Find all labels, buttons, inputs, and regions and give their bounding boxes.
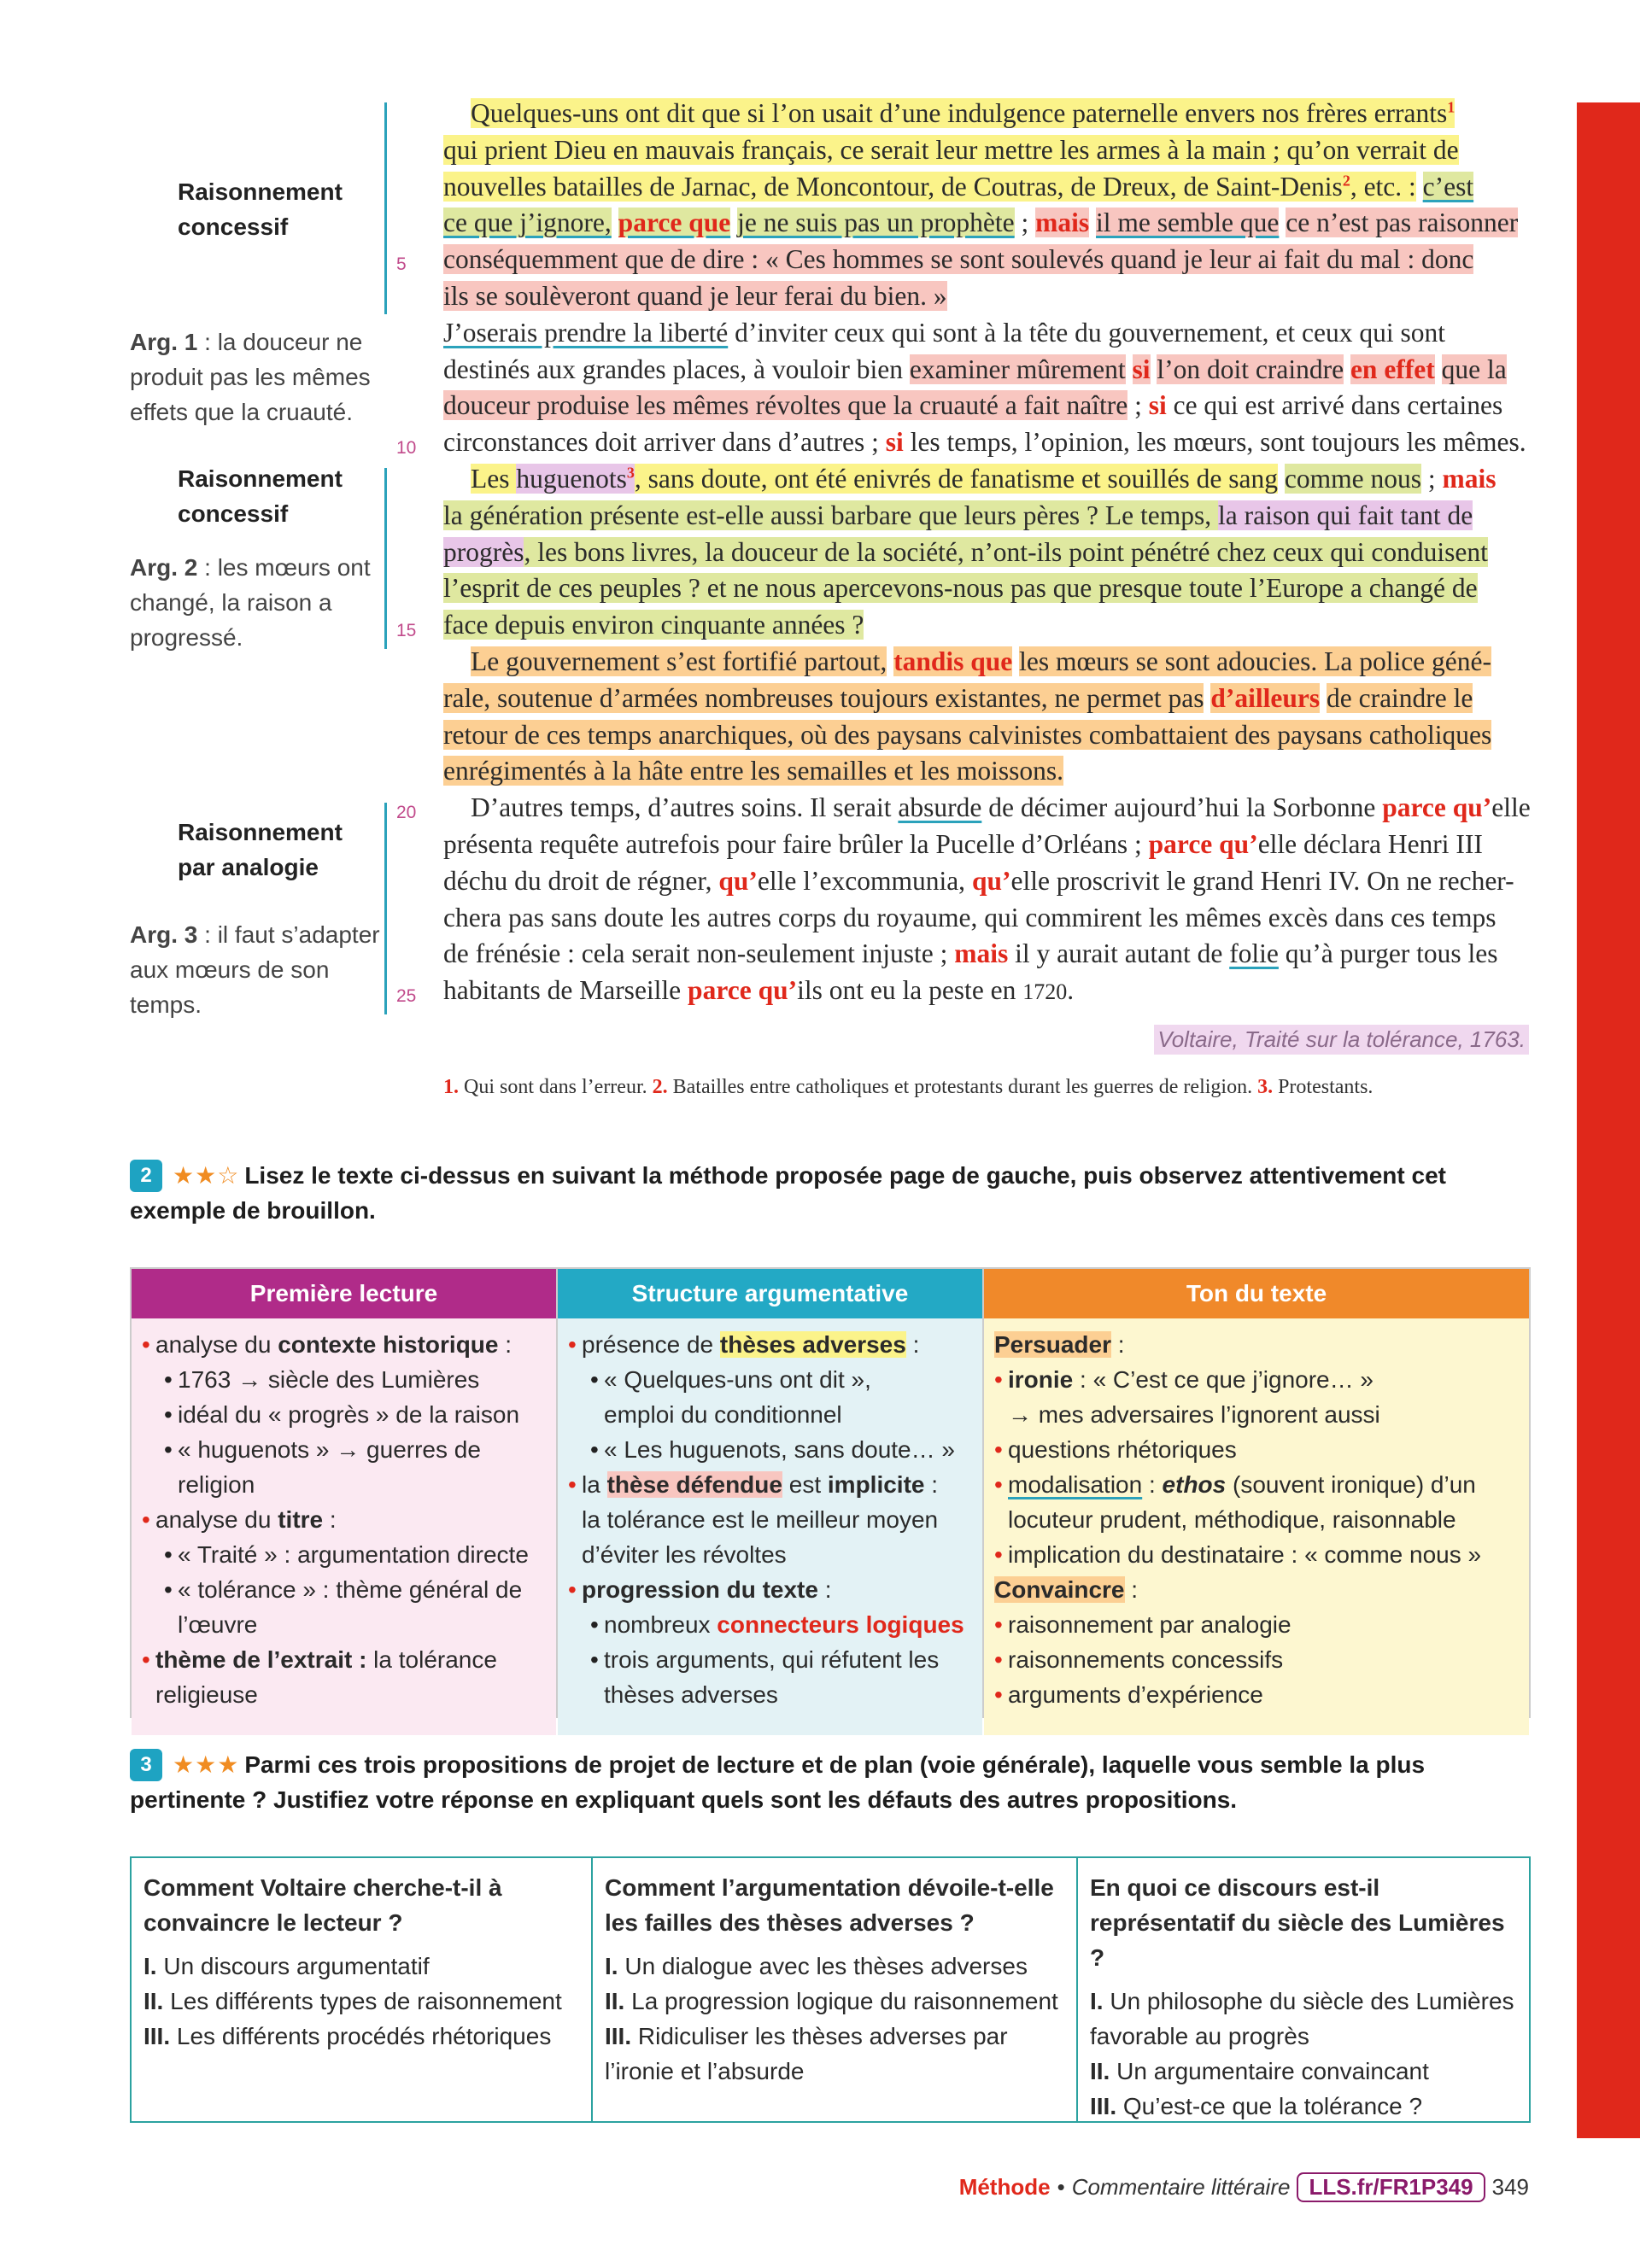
exercise-number-badge: 3 — [130, 1749, 162, 1781]
arg-label: Arg. 3 — [130, 921, 198, 948]
text-line: chera pas sans doute les autres corps du royaume, qui commirent les mêmes excès dans ces temps — [443, 902, 1496, 932]
column-header: Ton du texte — [984, 1269, 1529, 1318]
line-number: 5 — [396, 254, 407, 274]
difficulty-stars-icon: ★★★ — [173, 1751, 240, 1778]
text-line: nouvelles batailles de Jarnac, de Moncontour, de Coutras, de Dreux, de Saint-Denis$^2$, etc. : c’est — [443, 171, 1474, 202]
text-line: face depuis environ cinquante années ? — [443, 610, 864, 640]
arg-label: Arg. 1 — [130, 329, 198, 355]
line-number: 15 — [396, 621, 417, 640]
footer-method: Méthode — [958, 2174, 1051, 2200]
column-ton-du-texte: Ton du texte Persuader : • ironie : « C’est ce que j’ignore… » → mes adversaires l’ignorent aussi • questions rhétoriques • modalisation : ethos (souvent ironique) d’un locuteur prudent, méthodique, raisonnable • implication du destinataire : « comme nous » Convaincre : • raisonnement par analogie • raisonnements concessifs • arguments d’expérience — [982, 1269, 1529, 1716]
difficulty-stars-icon: ★★☆ — [173, 1162, 240, 1189]
column-header: Structure argumentative — [558, 1269, 982, 1318]
arg-label: Arg. 2 — [130, 554, 198, 581]
plan-proposal-1: Comment Voltaire cherche-t-il à convaincre le lecteur ? I. Un discours argumentatif II. Les différents types de raisonnement III. Les différents procédés rhétoriques — [144, 1874, 562, 2049]
footnotes: 1. Qui sont dans l’erreur. 2. Batailles entre catholiques et protestants durant les guerres de religion. 3. Protestants. — [443, 1076, 1374, 1098]
voltaire-text — [443, 96, 1533, 1009]
reading-plans-table — [130, 1856, 1531, 2123]
resource-link[interactable]: LLS.fr/FR1P349 — [1297, 2172, 1485, 2202]
exercise-2-instruction: 2 ★★☆ Lisez le texte ci-dessus en suivant la méthode proposée page de gauche, puis observez attentivement cet exemple de brouillon. — [130, 1158, 1531, 1228]
text-line: J’oserais prendre la liberté d’inviter ceux qui sont à la tête du gouvernement, et ceux qui sont — [443, 317, 1445, 348]
text-line: progrès, les bons livres, la douceur de la société, n’ont-ils point pénétré chez ceux qui conduisent — [443, 536, 1488, 567]
annotation-title-3: Raisonnement par analogie — [178, 819, 343, 880]
plan-proposal-3: En quoi ce discours est-il représentatif du siècle des Lumières ? I. Un philosophe du siècle des Lumières favorable au progrès II. Un argumentaire convaincant III. Qu’est-ce que la tolérance ? — [1076, 1858, 1529, 2121]
text-line: enrégimentés à la hâte entre les semailles et les moissons. — [443, 756, 1064, 786]
column-header: Première lecture — [132, 1269, 556, 1318]
text-line: qui prient Dieu en mauvais français, ce serait leur mettre les armes à la main ; qu’on verrait de — [443, 134, 1459, 165]
source-citation: Voltaire, Traité sur la tolérance, 1763. — [1154, 1025, 1529, 1055]
arg-text: : il faut s’adapter aux mœurs de son temps. — [130, 921, 380, 1018]
text-line: de frénésie : cela serait non-seulement injuste ; mais il y aurait autant de folie qu’à purger tous les — [443, 938, 1498, 969]
text-line: circonstances doit arriver dans d’autres ; si les temps, l’opinion, les mœurs, sont toujours les mêmes. — [443, 427, 1526, 458]
text-line: ce que j’ignore, parce que je ne suis pas un prophète ; mais il me semble que ce n’est pas raisonner — [443, 208, 1519, 238]
line-number: 25 — [396, 986, 417, 1006]
annotation-title-1: Raisonnement concessif — [178, 178, 343, 240]
annotation-argument-3 — [130, 917, 386, 1022]
exercise-number-badge: 2 — [130, 1160, 162, 1192]
column-structure-argumentative: Structure argumentative • présence de thèses adverses : • « Quelques-uns ont dit », emploi du conditionnel • « Les huguenots, sans doute… » • la thèse défendue est implicite : la tolérance est le meilleur moyen d’éviter les révoltes • progression du texte : • nombreux connecteurs logiques • trois arguments, qui réfutent les thèses adverses — [556, 1269, 982, 1716]
column-premiere-lecture: Première lecture • analyse du contexte historique : • 1763 → siècle des Lumières • idéal du « progrès » de la raison • « huguenots » → guerres de religion • analyse du titre : • « Traité » : argumentation directe • « tolérance » : thème général de l’œuvre • thème de l’extrait : la tolérance religieuse — [132, 1269, 556, 1716]
page-number: 349 — [1491, 2174, 1529, 2200]
text-line: destinés aux grandes places, à vouloir bien examiner mûrement si l’on doit craindre en effet que la — [443, 354, 1507, 384]
annotation-title-2: Raisonnement concessif — [178, 465, 343, 527]
text-line: retour de ces temps anarchiques, où des paysans calvinistes combattaient des paysans catholiques — [443, 719, 1492, 750]
text-line: conséquemment que de dire : « Ces hommes se sont soulevés quand je leur ai fait du mal : donc — [443, 244, 1474, 275]
annotation-argument-2 — [130, 550, 386, 655]
text-line: déchu du droit de régner, qu’elle l’excommunia, qu’elle proscrivit le grand Henri IV. On ne recher- — [443, 865, 1514, 896]
text-line: la génération présente est-elle aussi barbare que leurs pères ? Le temps, la raison qui fait tant de — [443, 500, 1473, 530]
footer-subtitle: Commentaire littéraire — [1071, 2174, 1291, 2200]
text-line: habitants de Marseille parce qu’ils ont eu la peste en 1720. — [443, 975, 1075, 1006]
text-line: D’autres temps, d’autres soins. Il serait absurde de décimer aujourd’hui la Sorbonne parce qu’elle — [471, 792, 1531, 823]
text-line: Quelques-uns ont dit que si l’on usait d’une indulgence paternelle envers nos frères errants$^1$ — [471, 98, 1456, 128]
line-number: 10 — [396, 438, 417, 458]
draft-example-table — [130, 1267, 1531, 1718]
arg-text: : la douceur ne produit pas les mêmes effets que la cruauté. — [130, 329, 371, 425]
annotation-argument-1 — [130, 324, 386, 430]
page-footer — [959, 2172, 1529, 2202]
exercise-3-instruction: 3 ★★★ Parmi ces trois propositions de projet de lecture et de plan (voie générale), laquelle vous semble la plus pertinente ? Justifiez votre réponse en expliquant quels sont les défauts des autres propositions. — [130, 1747, 1531, 1817]
text-line: Les huguenots$^3$, sans doute, ont été enivrés de fanatisme et souillés de sang comme nous ; mais — [471, 463, 1496, 494]
arg-text: : les mœurs ont changé, la raison a progressé. — [130, 554, 371, 651]
footer-separator: • — [1057, 2174, 1065, 2200]
text-line: ils se soulèveront quand je leur ferai du bien. » — [443, 280, 947, 311]
text-line: rale, soutenue d’armées nombreuses toujours existantes, ne permet pas d’ailleurs de craindre le — [443, 682, 1473, 713]
text-line: douceur produise les mêmes révoltes que la cruauté a fait naître ; si ce qui est arrivé dans certaines — [443, 390, 1503, 421]
margin-line-1 — [384, 102, 387, 314]
plan-proposal-2: Comment l’argumentation dévoile-t-elle les failles des thèses adverses ? I. Un dialogue avec les thèses adverses II. La progression logique du raisonnement III. Ridiculiser les thèses adverses par l’ironie et l’absurde — [591, 1858, 1076, 2121]
text-line: l’esprit de ces peuples ? et ne nous apercevons-nous pas que presque toute l’Europe a changé de — [443, 573, 1478, 604]
line-number: 20 — [396, 803, 417, 822]
text-line: Le gouvernement s’est fortifié partout, tandis que les mœurs se sont adoucies. La police géné- — [471, 646, 1491, 676]
text-line: présenta requête autrefois pour faire brûler la Pucelle d’Orléans ; parce qu’elle déclara Henri III — [443, 828, 1483, 859]
side-color-bar — [1577, 102, 1640, 2138]
